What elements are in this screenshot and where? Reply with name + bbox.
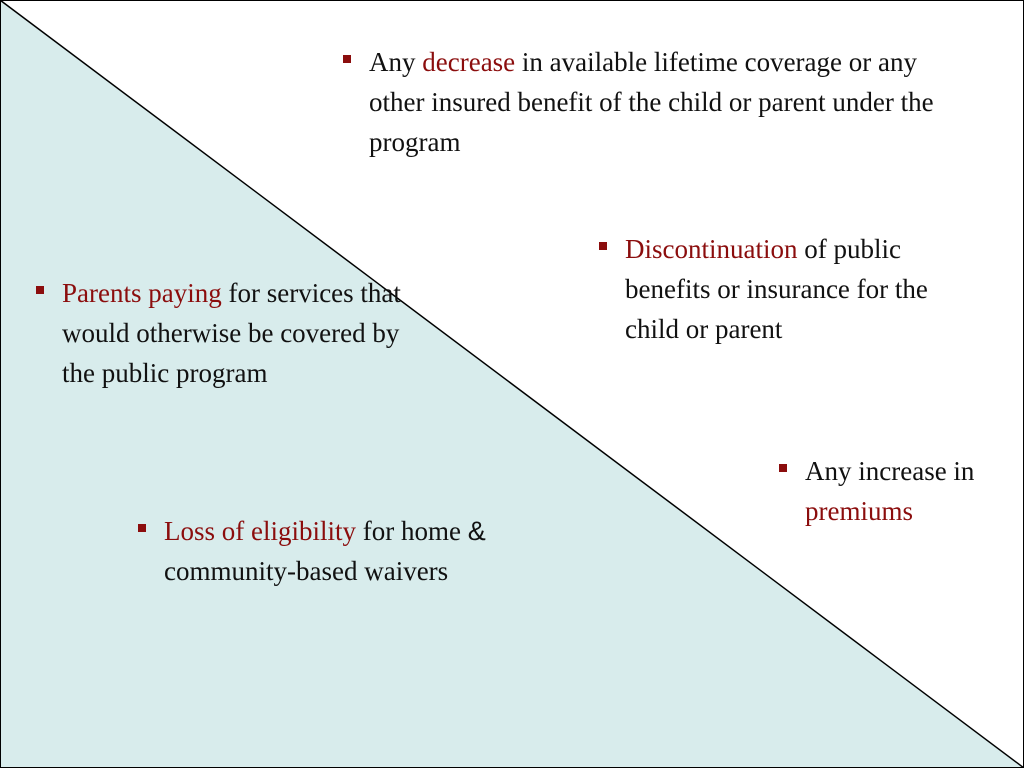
bullet-highlight: premiums <box>805 496 913 526</box>
bullet-decrease <box>343 42 969 162</box>
bullet-text-post: in available lifetime coverage or any other insured benefit of the child or parent under the program <box>369 47 934 157</box>
bullet-text-post: of public benefits or insurance for the child or parent <box>625 234 928 344</box>
square-bullet-icon <box>343 55 351 63</box>
bullet-loss-of-eligibility <box>138 511 624 591</box>
bullet-text-post-a: for home <box>356 516 468 546</box>
ampersand: & <box>467 516 486 546</box>
square-bullet-icon <box>36 286 44 294</box>
bullet-highlight: decrease <box>422 47 516 77</box>
bullet-text-pre: Any <box>369 47 423 77</box>
square-bullet-icon <box>138 524 146 532</box>
square-bullet-icon <box>599 242 607 250</box>
square-bullet-icon <box>779 464 787 472</box>
bullet-text-post: for services that would otherwise be covered by the public program <box>62 278 401 388</box>
bullet-highlight: Parents paying <box>62 278 222 308</box>
bullet-highlight: Discontinuation <box>625 234 798 264</box>
bullet-text-pre: Any increase in <box>805 456 975 486</box>
bullet-discontinuation <box>599 229 945 349</box>
bullet-parents-paying <box>36 273 412 393</box>
bullet-premiums <box>779 451 1024 531</box>
bullet-text-post-b: community-based waivers <box>164 556 449 586</box>
bullet-highlight: Loss of eligibility <box>164 516 356 546</box>
